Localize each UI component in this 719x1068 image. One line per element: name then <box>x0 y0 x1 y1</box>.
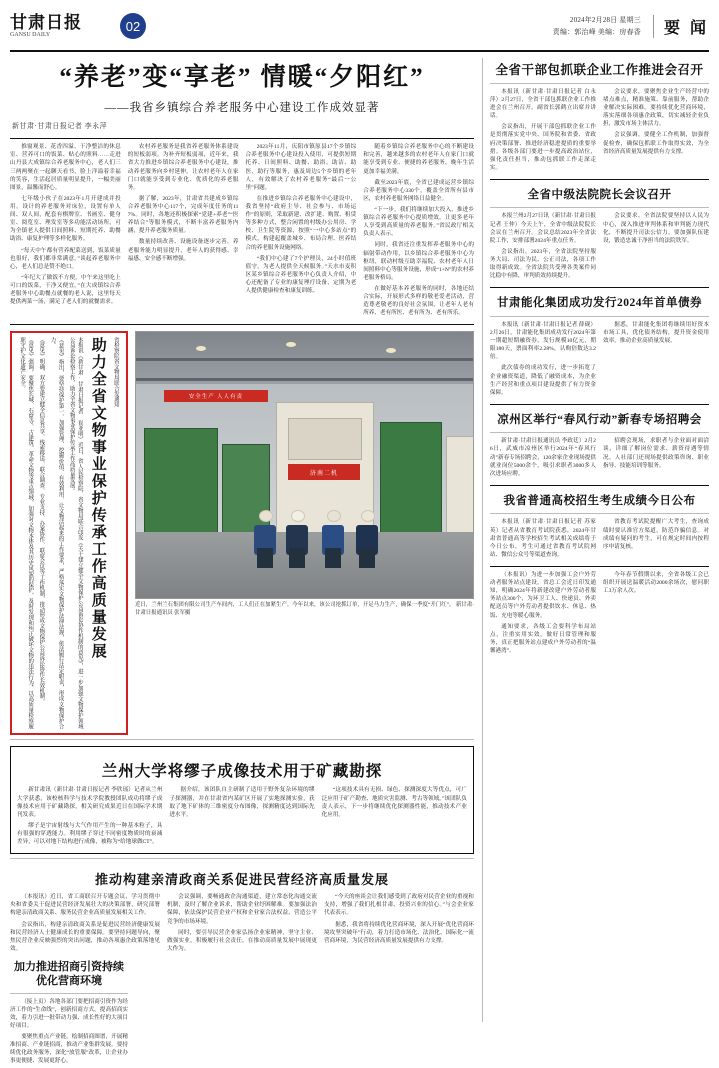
lead-body <box>10 143 474 320</box>
paragraph: 《意见》强调，要聚焦长城、石窟寺、古建筑、革命文物等重点领域，加强对文物本体及其历史风貌的保护，及时发现和纠正破坏文物的违法行为，以高质量检察履职守护文化遗产安全。 <box>19 337 34 730</box>
bottom-col-1 <box>10 893 160 956</box>
paragraph: 要聚焦重点产业链，绘制招商图谱，开展精准招商、产业链招商，推动产业集群发展。要持续优化政务服务，深化“放管服”改革，让企业办事更便捷、发展更舒心。 <box>10 1034 128 1065</box>
right-headline: 全省干部包抓联企业工作推进会召开 <box>495 63 704 77</box>
paragraph: 本报兰州2月27日讯（新甘肃·甘肃日报记者 王仲）今天上午，全省中级法院院长会议在兰州召开。会议总结2023年全省法院工作，安排部署2024年重点任务。 <box>489 213 596 244</box>
right-col-b <box>603 571 709 658</box>
paragraph: “这项技术具有无损、绿色、探测深度大等优点，可广泛应用于矿产勘查、地质灾害监测、考古等领域。”该团队负责人表示，下一步将继续优化探测器性能，推动技术产业化应用。 <box>321 787 467 818</box>
right-headline: 凉州区举行“春风行动”新春专场招聘会 <box>497 413 702 426</box>
right-article-4 <box>490 409 709 481</box>
main-column <box>10 58 474 1065</box>
vertical-article-inner <box>15 337 120 729</box>
paragraph: 本报讯（新甘肃·甘肃日报记者 薛砚）2月26日，甘肃能化集团成功发行2024年第一期超短期融资券，发行规模10亿元，期限180天，票面利率2.28%，认购倍数达3.2倍。 <box>489 321 596 361</box>
lead-title: “养老”变“享老” 情暖“夕阳红” <box>59 64 425 91</box>
paragraph: 据了解，2023年，甘肃省共建成乡镇综合养老服务中心117个，完成年度任务的117%。同时，各地还积极探索“党建+养老”“医养结合”等服务模式，不断丰富养老服务内涵，提升养老服务质量。 <box>127 195 239 235</box>
right-col-b <box>603 321 709 400</box>
right-col-b <box>603 212 709 283</box>
paragraph: 会议指出，构建亲清政商关系是促进民营经济健康发展和民营经济人士健康成长的重要保障。要坚持问题导向，聚焦民营企业反映强烈的突出问题，推动各项惠企政策落地见效。 <box>10 921 160 952</box>
paragraph: “今天的座谈会让我们感受到了政府对民营企业的重视和支持，增强了我们扎根甘肃、投资兴业的信心。”与会企业家代表表示。 <box>323 894 474 917</box>
right-col-a <box>490 88 596 175</box>
right-headline: 甘肃能化集团成功发行2024年首单债券 <box>496 297 702 310</box>
paragraph: 《意见》指出，要坚持保护第一、加强管理、挖掘价值、有效利用、让文物活起来的工作要求，严格落实文物保护法律法规，依法履行法定职责，形成文物保护合力。 <box>49 337 64 730</box>
lead-byline: 新甘肃·甘肃日报记者 李永萍 <box>12 122 108 131</box>
paragraph: 据介绍，该团队自主研制了适用于野外复杂环境的缪子探测器，并在甘肃省内某矿区开展了实地探测实验，获取了地下矿体的三维密度分布图像，探测精度达到国际先进水平。 <box>169 787 315 818</box>
section-title: 要 闻 <box>653 15 709 38</box>
bottom-left-article <box>10 960 128 1068</box>
paragraph: 推窗观景、花香四溢、干净整洁的休息室、营养可口的饭菜、贴心的照料……走进山丹县大成镇综合养老服务中心，老人们三三两两聚在一起聊天看书，脸上洋溢着幸福的笑容，生活起居质量明显提升，一幅美丽图景，温馨而舒心。 <box>10 144 121 191</box>
paragraph: 《意见》明确，双方要建立健全信息共享、线索移送、联合调查、专业支持、办案协作、联席会议等工作机制，推动形成文物保护公益诉讼协作长效机制。 <box>38 337 45 705</box>
vertical-article-title: 助力全省文物事业保护传承工作高质量发展 <box>89 337 106 661</box>
paragraph: 截至2023年底，全省已建成运营乡镇综合养老服务中心330个，覆盖全省所有县市区，农村养老服务网络日益健全。 <box>363 179 474 202</box>
paragraph: 本报讯（新甘肃·甘肃日报记者 白永萍）2月27日，全省干部包抓联企业工作推进会在兰州召开。副省长郭鹤立出席并讲话。 <box>489 88 596 120</box>
paragraph: 在推进乡镇综合养老服务中心建设中，我省坚持“政府主导、社会参与、市场运作”的原则，采取新建、改扩建、购置、租赁等多种方式，整合闲置的村级办公用房、学校、卫生院等资源，按照“一中心多站点”的模式，构建起覆盖城乡、布局合理、医养结合的养老服务设施网络。 <box>245 195 357 251</box>
bottom-col-3 <box>324 893 474 956</box>
paragraph: 据悉，甘肃能化集团将继续用好资本市场工具，优化债务结构，提升资金使用效率，推动企业高质量发展。 <box>602 321 710 345</box>
photo-caption: 近日，兰州兰石集团有限公司生产车间内，工人们正在加紧生产。今年以来，该公司抢抓订单，开足马力生产，确保一季度“开门红”。 新甘肃·甘肃日报通讯员 张军摄 <box>135 602 474 616</box>
paragraph: “每天中午都有营养配菜送到，饭菜质量也很好，我们都非常满意。”谈起养老服务中心，老人们总是赞不绝口。 <box>10 247 121 270</box>
paper-name: 甘肃日报 <box>10 12 82 32</box>
right-article-2 <box>490 184 709 283</box>
paragraph: 会议指出，开展干部包抓联企业工作是贯彻落实党中央、国务院和省委、省政府决策部署、推进经济稳进提质的重要举措。各级各部门要进一步提高政治站位，强化责任担当，推动包抓联工作走深走实。 <box>489 124 596 171</box>
paragraph: 在做好基本养老服务的同时，各地还结合实际，开展形式多样的敬老爱老活动，营造尊老敬老的良好社会氛围，让老年人老有所养、老有所医、老有所为、老有所乐。 <box>363 286 474 317</box>
lead-col-4 <box>363 143 474 320</box>
right-col-a <box>490 212 596 283</box>
lead-subtitle: ——我省乡镇综合养老服务中心建设工作成效显著 <box>104 102 380 115</box>
bottom-article-title: 推动构建亲清政商关系促进民营经济高质量发展 <box>94 872 389 888</box>
paragraph: 会议强调，要畅通政企沟通渠道，建立常态化沟通交流机制，及时了解企业诉求，帮助企业纾困解难。要加强法治保障，依法保护民营企业产权和企业家合法权益，营造公平竞争的市场环境。 <box>166 894 317 925</box>
mid-article-title: 兰州大学将缪子成像技术用于矿藏勘探 <box>101 763 383 781</box>
bottom-col-2 <box>167 893 317 956</box>
date-line: 2024年2月28日 星期三 <box>569 16 641 24</box>
paragraph: 2023年11月，庆阳市镇原县17个乡镇综合养老服务中心建设投入使用，可提供短期托养、日间照料、助餐、助浴、助洁、助医、助行等服务，惠及周边5个乡镇的老年人，有效解决了农村养老服务“最后一公里”问题。 <box>245 144 357 191</box>
bottom-left-article-title: 加力推进招商引资持续优化营商环境 <box>14 960 124 988</box>
paragraph: 同时，我省还注重发挥养老服务中心的辐射带动作用，以乡镇综合养老服务中心为枢纽，联动村级互助幸福院、农村老年人日间照料中心等服务设施，形成“1+N”的农村养老服务格局。 <box>363 242 474 281</box>
right-article-1 <box>490 58 709 175</box>
right-column <box>482 58 709 1022</box>
paragraph: 同时，要引导民营企业家弘扬企业家精神，坚守主业、做强实业，积极履行社会责任，在推动高质量发展中展现更大作为。 <box>166 929 317 952</box>
right-col-a <box>490 518 596 562</box>
paragraph: 招聘会现场，求职者与企业面对面洽谈，详细了解岗位需求、薪资待遇等情况。人社部门还现场提供政策咨询、职业指导、技能培训等服务。 <box>602 438 710 469</box>
right-headline: 我省普通高校招生考生成绩今日公布 <box>503 494 696 507</box>
paragraph: 缪子是宇宙射线与大气作用产生的一种基本粒子，具有很强的穿透能力。利用缪子穿过不同密度物质时的衰减差异，可以对地下结构进行成像，被称为“给地球做CT”。 <box>17 822 163 846</box>
right-article-3 <box>490 292 709 400</box>
right-article-6 <box>490 571 709 658</box>
paragraph: 今年春节假期以来，全省各级工会已组织开展送温暖活动2000余场次，慰问职工3万余人次。 <box>602 571 710 595</box>
machine-label: 济南二机 <box>288 464 360 480</box>
factory-photo <box>135 331 474 599</box>
paragraph: 会议要求，要聚焦企业生产经营中的堵点难点，精准施策、靠前服务，帮助企业解决实际困难。要持续优化营商环境，落实落细各项惠企政策，切实减轻企业负担，激发市场主体活力。 <box>602 88 710 128</box>
vertical-article <box>10 331 128 735</box>
safety-banner: 安全生产 人人有责 <box>164 390 268 402</box>
bottom-article <box>10 863 474 956</box>
lead-headline-block <box>10 62 474 115</box>
editors-line: 责编：郭治峰 美编：房春香 <box>552 28 641 36</box>
paragraph: （本报讯）近日，省工商联召开专题会议，学习贯彻中央和省委关于促进民营经济发展壮大的决策部署，研究部署构建亲清政商关系、服务民营企业高质量发展相关工作。 <box>10 894 160 917</box>
right-col-b <box>603 518 709 562</box>
masthead-info <box>146 15 653 37</box>
paragraph: 此次债券的成功发行，进一步拓宽了企业融资渠道，降低了融资成本，为企业生产经营和重点项目建设提供了有力资金保障。 <box>489 365 596 396</box>
right-col-b <box>603 437 709 481</box>
mid-col-1 <box>17 786 162 849</box>
paragraph: 通知要求，各级工会要科学布局站点，注重实用实效，做好日常管理和服务，真正把服务站点建成户外劳动者的“温馨港湾”。 <box>489 623 596 654</box>
right-headline: 全省中级法院院长会议召开 <box>527 188 672 201</box>
paragraph: 据悉，我省将持续优化营商环境，深入开展“优化营商环境攻坚突破年”行动，着力打造市场化、法治化、国际化一流营商环境，为民营经济高质量发展提供有力支撑。 <box>323 921 474 944</box>
paragraph: 会议强调，要健全工作机制，加强督促检查，确保包抓联工作取得实效，为全省经济高质量发展提供有力支撑。 <box>602 132 710 155</box>
paragraph: 新甘肃讯（新甘肃·甘肃日报记者 李欣瑶）记者从兰州大学获悉，该校核科学与技术学院教授团队成功将缪子成像技术应用于矿藏勘探，相关研究成果近日在国际学术期刊发表。 <box>17 787 163 818</box>
paragraph: “我们中心建了7个护理员，24小时值班值守，为老人提供全天候服务。”天水市麦积区某乡镇综合养老服务中心负责人介绍，中心还配备了专业的康复理疗设备，定期为老人提供健康检查和康复训练。 <box>245 255 357 295</box>
paragraph: 七年级小伙子在2023年1月开建成并投用，设计的养老服务对床位，设置有单人间、双人间，配套有棋牌室、书画室、健身室、阅览室、理发室等多功能活动场所，可为全镇老人提供日间照料、短期托养、助餐助浴、康复护理等多样化服务。 <box>10 195 121 243</box>
lead-col-3 <box>245 143 356 320</box>
mid-col-3 <box>322 786 467 849</box>
right-article-5 <box>490 490 709 562</box>
vertical-article-kicker: 省检察院省文物局联合发通知 <box>112 337 119 408</box>
paragraph: “下一步，我们将继续加大投入，推进乡镇综合养老服务中心提质增效，让更多老年人享受到高质量的养老服务。”省民政厅相关负责人表示。 <box>363 207 474 238</box>
paragraph: 本报讯（新甘肃·甘肃日报记者 崔亚明）近日，省人民检察院、省文物局联合印发《关于建立健全文物保护公益诉讼协作机制的意见》，进一步加强文物保护领域公益诉讼检察工作，助力全省文物事业保护传承工作高质量发展。 <box>68 337 83 730</box>
paragraph: “年纪大了做饭不方便，中午来这里吃上可口的饭菜，干净又便宜。”在大成镇综合养老服务中心助餐点就餐的老人说，这里每天提供两菜一汤，满足了老人们的就餐需求。 <box>10 274 121 306</box>
paragraph: 数量持续改善、设施设备逐步完善，养老服务能力明显提升，老年人的获得感、幸福感、安全感不断增强。 <box>127 239 239 262</box>
paragraph: （本报讯）为进一步加强工会户外劳动者服务站点建设，省总工会近日印发通知，明确2024年将新建改建户外劳动者服务站点300个，为环卫工人、快递员、外卖配送员等户外劳动者提供饮水、休息、热饭、充电等暖心服务。 <box>489 571 596 619</box>
masthead <box>10 6 709 52</box>
mid-col-2 <box>169 786 314 849</box>
page-number-badge: 02 <box>120 13 146 39</box>
right-col-a <box>490 571 596 658</box>
mid-article <box>10 746 474 854</box>
page-body <box>10 58 710 1065</box>
paragraph: 会议指出，2023年，全省法院坚持服务大局、司法为民、公正司法，各项工作取得新成效。全省法院共受理各类案件同比稳中有降，审判质效持续提升。 <box>489 248 596 280</box>
paragraph: 随着乡镇综合养老服务中心的不断建设和完善，越来越多的农村老年人在家门口就能享受到专业、便捷的养老服务，晚年生活更加幸福美满。 <box>363 144 474 175</box>
right-col-a <box>490 321 596 400</box>
lead-col-2 <box>128 143 239 320</box>
paragraph: （接上页）各地各部门要把招商引资作为经济工作的“生命线”，创新招商方式，提高招商实效，着力引进一批带动力强、成长性好的大项目好项目。 <box>10 998 128 1029</box>
paragraph: 农村养老服务是我省养老服务体系建设的短板弱项。为补齐短板弱项，近年来，我省大力推进乡镇综合养老服务中心建设，推动养老服务向乡村延伸，让农村老年人在家门口就能享受到专业化、优质化的养老服务。 <box>127 144 239 191</box>
paper-logo <box>10 14 102 38</box>
right-col-b <box>603 88 709 175</box>
paragraph: 会议要求，全省法院要坚持以人民为中心，深入推进审判体系和审判能力现代化，不断提升司法公信力。要加强队伍建设，锻造忠诚干净担当的法院铁军。 <box>602 213 710 244</box>
lead-col-1 <box>10 143 121 320</box>
paper-name-pinyin: GANSU DAILY <box>10 31 51 38</box>
paragraph: 省教育考试院提醒广大考生，查询成绩时要认准官方渠道，防范诈骗信息。对成绩有疑问的考生，可在规定时间内按程序申请复核。 <box>602 519 710 550</box>
paragraph: 新甘肃·甘肃日报通讯员 李政廷）2月26日，武威市凉州区举行2024年“春风行动”新春专场招聘会，120余家企业现场提供就业岗位5000余个，吸引求职者3000多人次进场应聘。 <box>489 438 596 477</box>
right-col-a <box>490 437 596 481</box>
paragraph: 本报讯（新甘肃·甘肃日报记者 苏家英）记者从省教育考试院获悉，2024年甘肃省普通高等学校招生考试相关成绩将于今日公布，考生可通过省教育考试院网站、微信公众号等渠道查询。 <box>489 519 596 558</box>
